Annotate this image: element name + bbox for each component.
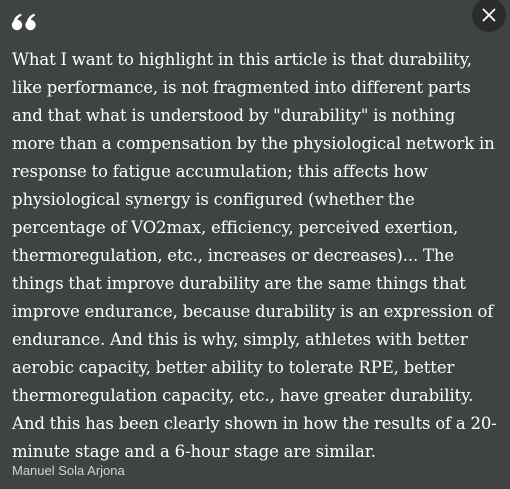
quote-text: What I want to highlight in this article is that durability, like performance, is not fragmented into different parts and that what is understood by "durability" is nothing more than a compensation by the physiological network in response to fatigue accumulation; this affects how physiological synergy is configured (whether the percentage of VO2max, efficiency, perceived exertion, thermoregulation, etc., increases or decreases)... The things that improve durability are the same things that improve endurance, because durability is an expression of endurance. And this is why, simply, athletes with better aerobic capacity, better ability to tolerate RPE, better thermoregulation capacity, etc., have greater durability. And this has been clearly shown in how the results of a 20-minute stage and a 6-hour stage are similar. xyxy=(12,50,497,461)
close-icon xyxy=(482,8,496,22)
quote-marks-icon xyxy=(11,12,37,32)
close-button[interactable] xyxy=(472,0,506,32)
quote-author: Manuel Sola Arjona xyxy=(12,463,125,478)
